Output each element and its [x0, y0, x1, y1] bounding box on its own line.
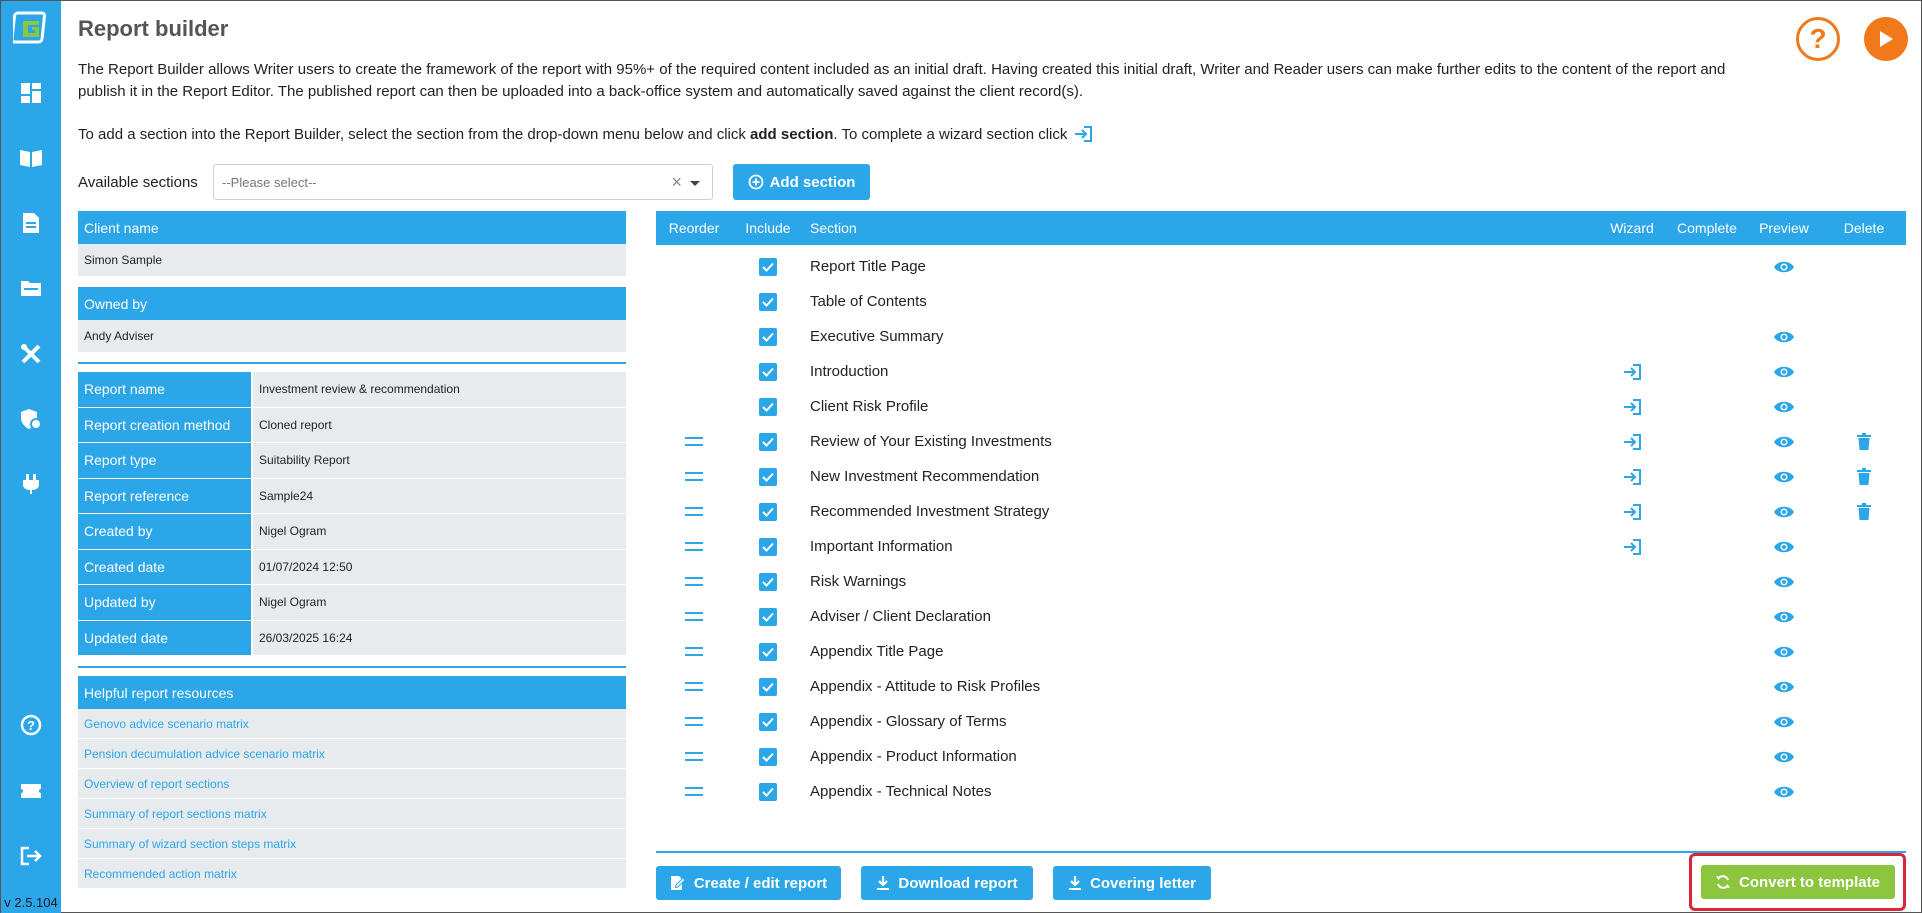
- drag-handle-icon[interactable]: [685, 787, 703, 796]
- include-cell: [732, 258, 804, 276]
- include-cell: [732, 398, 804, 416]
- detail-row: [78, 550, 626, 586]
- wizard-cell: [1596, 363, 1668, 381]
- section-name: Introduction: [810, 363, 889, 380]
- preview-cell: [1746, 435, 1822, 449]
- section-name: Recommended Investment Strategy: [810, 503, 1050, 520]
- preview-eye-icon[interactable]: [1773, 610, 1795, 624]
- detail-value: Investment review & recommendation: [253, 372, 626, 407]
- preview-eye-icon[interactable]: [1773, 785, 1795, 799]
- include-checkbox[interactable]: [759, 608, 777, 626]
- include-checkbox[interactable]: [759, 293, 777, 311]
- wizard-enter-icon[interactable]: [1622, 538, 1642, 556]
- footer-actions: [656, 866, 1211, 900]
- sidebar: [1, 1, 61, 913]
- include-cell: [732, 503, 804, 521]
- client-name-value: Simon Sample: [78, 244, 626, 276]
- section-row: [656, 354, 1906, 389]
- reorder-cell: [656, 542, 732, 551]
- owned-by-value: Andy Adviser: [78, 320, 626, 352]
- help-icon[interactable]: [19, 713, 43, 737]
- drag-handle-icon[interactable]: [685, 612, 703, 621]
- section-row: [656, 564, 1906, 599]
- include-cell: [732, 573, 804, 591]
- drag-handle-icon[interactable]: [685, 507, 703, 516]
- wizard-cell: [1596, 503, 1668, 521]
- detail-value: Nigel Ogram: [253, 585, 626, 620]
- folder-icon[interactable]: [19, 276, 43, 300]
- section-row: [656, 599, 1906, 634]
- preview-cell: [1746, 470, 1822, 484]
- section-name: Report Title Page: [810, 258, 926, 275]
- section-row: [656, 389, 1906, 424]
- detail-label: Updated date: [78, 621, 253, 656]
- clear-icon[interactable]: ×: [671, 172, 682, 192]
- include-cell: [732, 328, 804, 346]
- chevron-down-icon[interactable]: [690, 181, 700, 186]
- covering-letter-label: Covering letter: [1090, 874, 1196, 892]
- client-name-header: Client name: [78, 211, 626, 244]
- header-delete: Delete: [1843, 220, 1885, 236]
- detail-row: [78, 621, 626, 657]
- section-name: Appendix - Technical Notes: [810, 783, 992, 800]
- delete-cell: [1822, 468, 1906, 485]
- svg-text:?: ?: [27, 718, 35, 733]
- resource-link[interactable]: Summary of report sections matrix: [78, 799, 626, 829]
- report-details: [78, 372, 626, 656]
- detail-label: Updated by: [78, 585, 253, 620]
- create-edit-label: Create / edit report: [693, 874, 828, 892]
- section-name: Executive Summary: [810, 328, 944, 345]
- section-name: Appendix - Product Information: [810, 748, 1017, 765]
- header-wizard: Wizard: [1610, 220, 1654, 236]
- preview-cell: [1746, 365, 1822, 379]
- drag-handle-icon[interactable]: [685, 752, 703, 761]
- sections-table: [656, 211, 1906, 809]
- include-checkbox[interactable]: [759, 328, 777, 346]
- section-name: Review of Your Existing Investments: [810, 433, 1052, 450]
- drag-handle-icon[interactable]: [685, 542, 703, 551]
- download-icon: [1068, 875, 1082, 891]
- covering-letter-button[interactable]: [1053, 866, 1211, 900]
- include-cell: [732, 713, 804, 731]
- section-row: [656, 424, 1906, 459]
- wizard-cell: [1596, 468, 1668, 486]
- section-row: [656, 634, 1906, 669]
- drag-handle-icon[interactable]: [685, 717, 703, 726]
- document-icon[interactable]: [19, 211, 43, 235]
- wizard-enter-icon[interactable]: [1622, 468, 1642, 486]
- reorder-cell: [656, 682, 732, 691]
- section-row: [656, 529, 1906, 564]
- preview-eye-icon[interactable]: [1773, 330, 1795, 344]
- detail-row: [78, 585, 626, 621]
- top-actions: [1796, 17, 1908, 61]
- app-logo[interactable]: [13, 11, 49, 45]
- detail-row: [78, 443, 626, 479]
- section-name: Appendix - Glossary of Terms: [810, 713, 1007, 730]
- wizard-enter-icon[interactable]: [1622, 398, 1642, 416]
- convert-label: Convert to template: [1739, 873, 1880, 891]
- include-checkbox[interactable]: [759, 258, 777, 276]
- book-icon[interactable]: [19, 145, 43, 169]
- available-sections-select[interactable]: [213, 164, 713, 200]
- resource-link[interactable]: Genovo advice scenario matrix: [78, 709, 626, 739]
- trash-icon[interactable]: [1857, 468, 1871, 485]
- delete-cell: [1822, 503, 1906, 520]
- wizard-enter-icon: [1073, 125, 1093, 143]
- preview-eye-icon[interactable]: [1773, 365, 1795, 379]
- add-section-label: Add section: [769, 173, 856, 191]
- detail-value: Nigel Ogram: [253, 514, 626, 549]
- page-title: Report builder: [78, 16, 229, 41]
- detail-value: Sample24: [253, 479, 626, 514]
- header-section: Section: [810, 220, 857, 236]
- preview-eye-icon[interactable]: [1773, 750, 1795, 764]
- resource-link[interactable]: Summary of wizard section steps matrix: [78, 829, 626, 859]
- reorder-cell: [656, 437, 732, 446]
- preview-eye-icon[interactable]: [1773, 470, 1795, 484]
- add-section-button[interactable]: [733, 164, 870, 200]
- drag-handle-icon[interactable]: [685, 577, 703, 586]
- preview-cell: [1746, 575, 1822, 589]
- preview-cell: [1746, 680, 1822, 694]
- header-reorder: Reorder: [668, 220, 720, 236]
- include-cell: [732, 363, 804, 381]
- preview-eye-icon[interactable]: [1773, 260, 1795, 274]
- highlight-box: [1689, 853, 1906, 911]
- include-cell: [732, 783, 804, 801]
- include-checkbox[interactable]: [759, 468, 777, 486]
- resource-link[interactable]: Pension decumulation advice scenario matrix: [78, 739, 626, 769]
- refresh-icon: [1715, 874, 1731, 890]
- preview-cell: [1746, 540, 1822, 554]
- download-report-button[interactable]: [861, 866, 1033, 900]
- preview-cell: [1746, 785, 1822, 799]
- edit-document-icon: [670, 875, 686, 891]
- section-name: Adviser / Client Declaration: [810, 608, 991, 625]
- detail-row: [78, 408, 626, 444]
- play-icon: [1878, 30, 1894, 48]
- section-row: [656, 284, 1906, 319]
- convert-to-template-button[interactable]: [1701, 865, 1895, 899]
- main-content: [78, 1, 1908, 913]
- sections-table-body: [656, 249, 1906, 809]
- resource-link[interactable]: Recommended action matrix: [78, 859, 626, 889]
- section-name: New Investment Recommendation: [810, 468, 1040, 485]
- reorder-cell: [656, 752, 732, 761]
- wizard-enter-icon[interactable]: [1622, 433, 1642, 451]
- preview-cell: [1746, 645, 1822, 659]
- preview-eye-icon[interactable]: [1773, 435, 1795, 449]
- plug-icon[interactable]: [19, 472, 43, 496]
- include-checkbox[interactable]: [759, 783, 777, 801]
- detail-label: Report type: [78, 443, 253, 478]
- shield-gear-icon[interactable]: [19, 407, 43, 431]
- select-placeholder: --Please select--: [222, 174, 317, 190]
- download-label: Download report: [898, 874, 1018, 892]
- include-checkbox[interactable]: [759, 538, 777, 556]
- include-checkbox[interactable]: [759, 713, 777, 731]
- detail-label: Report creation method: [78, 408, 253, 443]
- preview-cell: [1746, 750, 1822, 764]
- section-row: [656, 774, 1906, 809]
- ticket-icon[interactable]: [19, 779, 43, 803]
- logout-icon[interactable]: [19, 844, 43, 868]
- include-checkbox[interactable]: [759, 678, 777, 696]
- reorder-cell: [656, 787, 732, 796]
- instruction-suffix: . To complete a wizard section click: [833, 125, 1068, 143]
- question-icon: ?: [1809, 23, 1827, 54]
- drag-handle-icon[interactable]: [685, 682, 703, 691]
- include-checkbox[interactable]: [759, 503, 777, 521]
- detail-value: 26/03/2025 16:24: [253, 621, 626, 656]
- preview-eye-icon[interactable]: [1773, 715, 1795, 729]
- reorder-cell: [656, 577, 732, 586]
- reorder-cell: [656, 612, 732, 621]
- detail-row: [78, 479, 626, 515]
- section-row: [656, 739, 1906, 774]
- sections-table-header: [656, 211, 1906, 245]
- reorder-cell: [656, 472, 732, 481]
- header-include: Include: [745, 220, 791, 236]
- instruction-bold: add section: [750, 125, 834, 143]
- play-tutorial-button[interactable]: [1864, 17, 1908, 61]
- preview-eye-icon[interactable]: [1773, 540, 1795, 554]
- reorder-cell: [656, 507, 732, 516]
- instruction-text: [78, 125, 1093, 143]
- help-button[interactable]: [1796, 17, 1840, 61]
- trash-icon[interactable]: [1857, 433, 1871, 450]
- header-complete: Complete: [1677, 220, 1737, 236]
- section-row: [656, 459, 1906, 494]
- detail-value: Suitability Report: [253, 443, 626, 478]
- download-icon: [876, 875, 890, 891]
- section-row: [656, 704, 1906, 739]
- instruction-prefix: To add a section into the Report Builder, select the section from the drop-down menu below and click: [78, 125, 751, 143]
- include-cell: [732, 608, 804, 626]
- owned-by-header: Owned by: [78, 287, 626, 320]
- available-sections-row: [78, 164, 870, 200]
- section-row: [656, 494, 1906, 529]
- include-cell: [732, 748, 804, 766]
- include-cell: [732, 538, 804, 556]
- include-cell: [732, 643, 804, 661]
- create-edit-report-button[interactable]: [656, 866, 841, 900]
- detail-label: Report name: [78, 372, 253, 407]
- detail-row: [78, 514, 626, 550]
- header-preview: Preview: [1759, 220, 1809, 236]
- resources-list: [78, 709, 626, 889]
- intro-paragraph: The Report Builder allows Writer users to create the framework of the report with 95%+ of the required content included as an initial draft. Having created this initial draft, Writer and Reader users can make further edits to the content of the report and publish it in the Report Editor. The published report can then be uploaded into a back-office system and automatically saved against the client record(s).: [78, 61, 1726, 100]
- include-checkbox[interactable]: [759, 748, 777, 766]
- reorder-cell: [656, 717, 732, 726]
- available-sections-label: Available sections: [78, 173, 198, 191]
- resource-link[interactable]: Overview of report sections: [78, 769, 626, 799]
- report-info-panel: [78, 211, 626, 889]
- include-checkbox[interactable]: [759, 573, 777, 591]
- section-name: Appendix - Attitude to Risk Profiles: [810, 678, 1041, 695]
- include-checkbox[interactable]: [759, 643, 777, 661]
- include-checkbox[interactable]: [759, 433, 777, 451]
- section-name: Risk Warnings: [810, 573, 907, 590]
- section-name: Client Risk Profile: [810, 398, 929, 415]
- detail-label: Report reference: [78, 479, 253, 514]
- drag-handle-icon[interactable]: [685, 647, 703, 656]
- include-checkbox[interactable]: [759, 363, 777, 381]
- preview-eye-icon[interactable]: [1773, 645, 1795, 659]
- include-cell: [732, 678, 804, 696]
- wizard-cell: [1596, 398, 1668, 416]
- dashboard-icon[interactable]: [19, 81, 43, 105]
- section-row: [656, 249, 1906, 284]
- preview-eye-icon[interactable]: [1773, 575, 1795, 589]
- section-name: Important Information: [810, 538, 953, 555]
- resources-header: Helpful report resources: [78, 676, 626, 709]
- section-row: [656, 319, 1906, 354]
- drag-handle-icon[interactable]: [685, 437, 703, 446]
- preview-eye-icon[interactable]: [1773, 505, 1795, 519]
- app-version: v 2.5.104: [4, 895, 58, 910]
- detail-label: Created by: [78, 514, 253, 549]
- wizard-cell: [1596, 538, 1668, 556]
- preview-cell: [1746, 260, 1822, 274]
- wizard-cell: [1596, 433, 1668, 451]
- detail-value: Cloned report: [253, 408, 626, 443]
- detail-row: [78, 372, 626, 408]
- section-name: Appendix Title Page: [810, 643, 944, 660]
- plus-circle-icon: [748, 174, 764, 190]
- wizard-enter-icon[interactable]: [1622, 363, 1642, 381]
- preview-cell: [1746, 505, 1822, 519]
- section-row: [656, 669, 1906, 704]
- include-cell: [732, 468, 804, 486]
- delete-cell: [1822, 433, 1906, 450]
- include-cell: [732, 293, 804, 311]
- preview-eye-icon[interactable]: [1773, 680, 1795, 694]
- preview-cell: [1746, 715, 1822, 729]
- reorder-cell: [656, 647, 732, 656]
- preview-cell: [1746, 610, 1822, 624]
- wizard-enter-icon[interactable]: [1622, 503, 1642, 521]
- drag-handle-icon[interactable]: [685, 472, 703, 481]
- tools-icon[interactable]: [19, 342, 43, 366]
- preview-eye-icon[interactable]: [1773, 400, 1795, 414]
- preview-cell: [1746, 400, 1822, 414]
- detail-label: Created date: [78, 550, 253, 585]
- section-name: Table of Contents: [810, 293, 927, 310]
- include-checkbox[interactable]: [759, 398, 777, 416]
- include-cell: [732, 433, 804, 451]
- trash-icon[interactable]: [1857, 503, 1871, 520]
- detail-value: 01/07/2024 12:50: [253, 550, 626, 585]
- preview-cell: [1746, 330, 1822, 344]
